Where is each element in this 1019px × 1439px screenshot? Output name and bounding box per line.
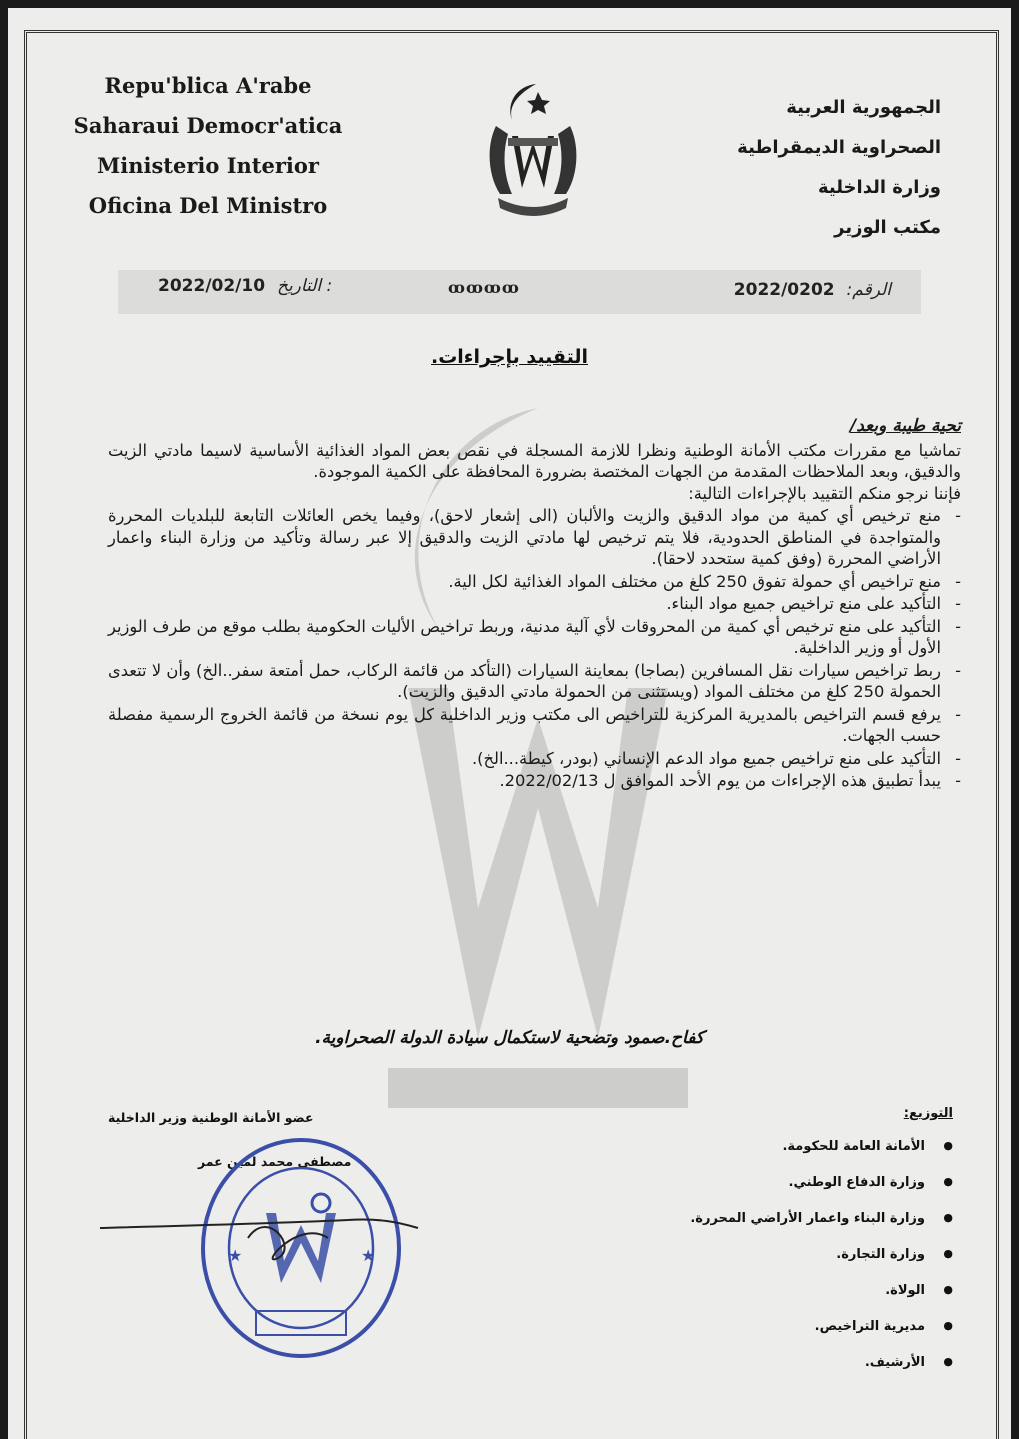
document-reference [734,280,891,300]
list-item: ● مديرية التراخيص. [623,1319,953,1334]
reference-label: الرقم: [846,280,891,300]
list-item: - التأكيد على منع تراخيص جميع مواد الدعم الإنساني (بودر، كيطة...الخ). [108,748,961,770]
greeting: تحية طيبة وبعد/ [850,416,961,436]
list-item: - منع ترخيص أي كمية من مواد الدقيق والزيت والألبان (الى إشعار لاحق)، وفيما يخص العائلات التابعة للبلديات المحررة والمتواجدة في المناطق الحدودية، فلا يتم ترخيص لها مادتي الزيت والدقيق إلا عبر رسالة وتأكيد من وزارة البناء واعمار الأراضي المحررة (وفق كمية ستحدد لاحقا). [108,505,961,570]
header-line: Ministerio Interior [97,153,319,178]
header-line: مكتب الوزير [834,217,941,238]
reference-value: 2022/0202 [733,280,835,300]
list-item: - يرفع قسم التراخيص بالمديرية المركزية للتراخيص الى مكتب وزير الداخلية كل يوم نسخة من قائمة الخروج الرسمية مفصلة حسب الجهات. [108,704,961,747]
document-title: التقييد بإجراءات. [430,346,588,368]
list-item: - منع تراخيص أي حمولة تفوق 250 كلغ من مختلف المواد الغذائية لكل الية. [108,571,961,593]
list-item: ● وزارة التجارة. [623,1247,953,1262]
header-line: وزارة الداخلية [817,177,941,198]
date-value: 2022/02/10 [158,276,266,296]
header-line: Oficina Del Ministro [88,193,328,218]
distribution-list [623,1106,953,1391]
list-item: ● الأمانة العامة للحكومة. [623,1139,953,1154]
signatory-name: مصطفى محمد لمين عمر [198,1154,352,1169]
header-line: Saharaui Democr'atica [73,113,343,138]
measures-list [108,505,961,792]
header-spanish [68,66,348,226]
intro-paragraph: تماشيا مع مقررات مكتب الأمانة الوطنية ونظرا للازمة المسجلة في نقص بعض المواد الغذائية الأساسية لاسيما مادتي الزيت والدقيق، وبعد الملاحظات المقدمة من الجهات المختصة بضرورة المحافظة على الكمية الموجودة. [108,440,961,481]
list-item: ● وزارة البناء واعمار الأراضي المحررة. [623,1211,953,1226]
svg-text:★: ★ [228,1246,243,1265]
handwritten-signature-icon [98,1198,428,1278]
distribution-items [623,1139,953,1370]
svg-text:★: ★ [361,1246,376,1265]
header-line: الجمهورية العربية [786,97,941,118]
closing-motto: كفاح.صمود وتضحية لاستكمال سيادة الدولة الصحراوية. [315,1028,704,1048]
document-date [158,276,332,296]
list-item: ● الولاة. [623,1283,953,1298]
list-item: ● الأرشيف. [623,1355,953,1370]
list-item: - التأكيد على منع تراخيص جميع مواد البناء. [108,593,961,615]
document-page [8,8,1011,1439]
list-item: - يبدأ تطبيق هذه الإجراءات من يوم الأحد الموافق ل 2022/02/13. [108,770,961,792]
coat-of-arms-icon [478,76,588,221]
distribution-title: التوزيع: [903,1106,953,1121]
document-body [108,416,961,793]
header-line: Repu'blica A'rabe [104,73,312,98]
signatory-title: عضو الأمانة الوطنية وزير الداخلية [108,1110,314,1125]
header-arabic [681,88,941,248]
request-line: فإننا نرجو منكم التقييد بالإجراءات التالية: [688,483,961,503]
ornament-divider: ꝏꝏꝏꝏ [448,278,520,297]
header-line: الصحراوية الديمقراطية [737,137,941,158]
date-label: التاريخ : [276,276,333,296]
list-item: - ربط تراخيص سيارات نقل المسافرين (بصاجا) بمعاينة السيارات (التأكد من قائمة الركاب، حمل أمتعة سفر..الخ) وأن لا تتعدى الحمولة 250 كلغ من مختلف المواد (ويستثنى من الحمولة مادتي الدقيق والزيت). [108,660,961,703]
list-item: - التأكيد على منع ترخيص أي كمية من المحروقات لأي آلية مدنية، وربط تراخيص الأليات الحكومية بطلب موقع من طرف الوزير الأول أو وزير الداخلية. [108,616,961,659]
list-item: ● وزارة الدفاع الوطني. [623,1175,953,1190]
